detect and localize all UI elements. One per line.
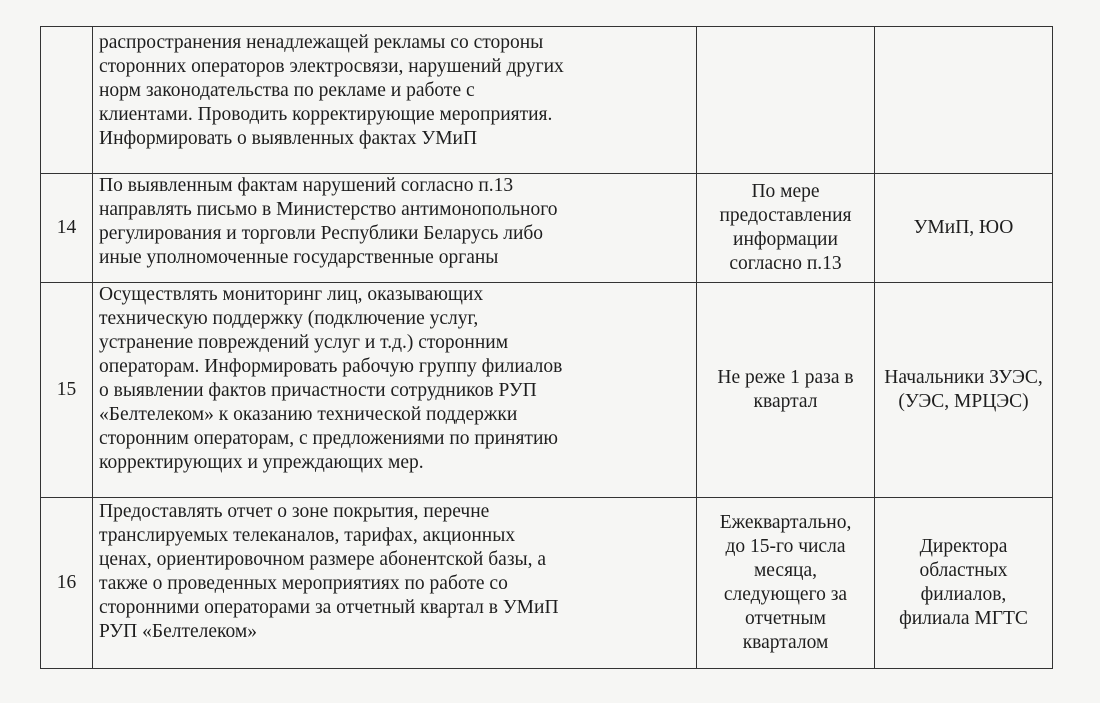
- responsible-cell: [875, 283, 1053, 498]
- action-plan-table: [40, 26, 1053, 669]
- table-row: [41, 174, 1053, 283]
- deadline-line: следующего за: [723, 584, 848, 605]
- task-line: направлять письмо в Министерство антимонопольного: [99, 199, 558, 220]
- task-description: [93, 498, 697, 669]
- responsible-line: УМиП, ЮО: [913, 217, 1014, 238]
- task-line: корректирующих и упреждающих мер.: [99, 452, 424, 473]
- task-line: иные уполномоченные государственные органы: [99, 247, 499, 268]
- responsible-cell: [875, 498, 1053, 669]
- task-description: [93, 174, 697, 283]
- task-line: клиентами. Проводить корректирующие мероприятия.: [99, 104, 553, 125]
- task-line: сторонним операторам, с предложениями по принятию: [99, 428, 558, 449]
- task-line: операторам. Информировать рабочую группу филиалов: [99, 356, 563, 377]
- responsible-cell: [875, 174, 1053, 283]
- responsible-cell: [875, 27, 1053, 174]
- deadline-cell: [697, 498, 875, 669]
- task-line: Осуществлять мониторинг лиц, оказывающих: [99, 284, 484, 305]
- task-line: РУП «Белтелеком»: [99, 621, 257, 642]
- responsible-line: областных: [919, 560, 1008, 581]
- task-line: норм законодательства по рекламе и работе с: [99, 80, 475, 101]
- responsible-line: Начальники ЗУЭС,: [884, 367, 1043, 388]
- responsible-line: (УЭС, МРЦЭС): [898, 391, 1029, 412]
- task-line: регулирования и торговли Республики Беларусь либо: [99, 223, 544, 244]
- responsible-line: Директора: [919, 536, 1008, 557]
- task-description: [93, 283, 697, 498]
- task-line: распространения ненадлежащей рекламы со стороны: [99, 32, 544, 53]
- task-line: По выявленным фактам нарушений согласно п.13: [99, 175, 514, 196]
- deadline-line: до 15-го числа: [725, 536, 846, 557]
- deadline-line: отчетным: [745, 608, 826, 629]
- deadline-line: Ежеквартально,: [719, 512, 852, 533]
- responsible-line: филиала МГТС: [899, 608, 1028, 629]
- table-row: [41, 498, 1053, 669]
- task-line: устранение повреждений услуг и т.д.) сторонним: [99, 332, 509, 353]
- table-row: [41, 283, 1053, 498]
- deadline-line: информации: [733, 229, 838, 250]
- task-line: «Белтелеком» к оказанию технической поддержки: [99, 404, 518, 425]
- deadline-line: Не реже 1 раза в: [717, 367, 854, 388]
- table-row: [41, 27, 1053, 174]
- table-body: [41, 27, 1053, 669]
- deadline-cell: [697, 283, 875, 498]
- deadline-cell: [697, 174, 875, 283]
- task-line: техническую поддержку (подключение услуг,: [99, 308, 479, 329]
- task-line: транслируемых телеканалов, тарифах, акционных: [99, 525, 516, 546]
- item-number: 15: [41, 283, 93, 498]
- task-line: Предоставлять отчет о зоне покрытия, перечне: [99, 501, 490, 522]
- deadline-line: кварталом: [742, 632, 829, 653]
- item-number: 16: [41, 498, 93, 669]
- deadline-line: квартал: [753, 391, 818, 412]
- responsible-line: филиалов,: [920, 584, 1007, 605]
- deadline-line: месяца,: [753, 560, 818, 581]
- task-line: ценах, ориентировочном размере абонентской базы, а: [99, 549, 547, 570]
- task-line: сторонних операторов электросвязи, нарушений других: [99, 56, 564, 77]
- task-line: о выявлении фактов причастности сотрудников РУП: [99, 380, 537, 401]
- task-line: Информировать о выявленных фактах УМиП: [99, 128, 478, 149]
- deadline-line: предоставления: [719, 205, 852, 226]
- task-line: сторонними операторами за отчетный квартал в УМиП: [99, 597, 559, 618]
- deadline-line: согласно п.13: [729, 253, 842, 274]
- task-line: также о проведенных мероприятиях по работе со: [99, 573, 508, 594]
- deadline-line: По мере: [751, 181, 820, 202]
- item-number: 14: [41, 174, 93, 283]
- task-description: [93, 27, 697, 174]
- item-number: [41, 27, 93, 174]
- deadline-cell: [697, 27, 875, 174]
